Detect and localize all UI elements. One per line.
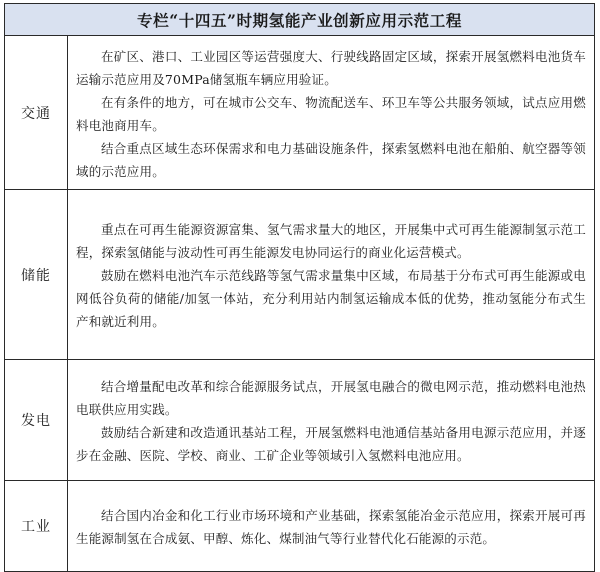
paragraph: 重点在可再生能源资源富集、氢气需求量大的地区，开展集中式可再生能源制氢示范工程，探索氢储能与波动性可再生能源发电协同运行的商业化运营模式。 — [76, 222, 586, 260]
table-title: 专栏“十四五”时期氢能产业创新应用示范工程 — [4, 3, 595, 36]
paragraph: 结合增量配电改革和综合能源服务试点，开展氢电融合的微电网示范，推动燃料电池热电联供应用实践。 — [76, 379, 586, 417]
demonstration-table — [4, 35, 595, 572]
paragraph: 鼓励在燃料电池汽车示范线路等氢气需求量集中区域，布局基于分布式可再生能源或电网低谷负荷的储能/加氢一体站，充分利用站内制氢运输成本低的优势，推动氢能分布式生产和就近利用。 — [76, 268, 586, 329]
content-cell-storage — [68, 190, 595, 360]
content-cell-transport — [68, 36, 595, 190]
paragraph: 结合国内冶金和化工行业市场环境和产业基础，探索氢能冶金示范应用，探索开展可再生能源制氢在合成氨、甲醇、炼化、煤制油气等行业替代化石能源的示范。 — [76, 508, 586, 546]
table-row-transport — [5, 36, 595, 190]
table-row-industry — [5, 481, 595, 572]
table-row-storage — [5, 190, 595, 360]
content-cell-power — [68, 360, 595, 481]
table-row-power — [5, 360, 595, 481]
paragraph: 在矿区、港口、工业园区等运营强度大、行驶线路固定区域，探索开展氢燃料电池货车运输示范应用及70MPa储氢瓶车辆应用验证。 — [76, 48, 586, 87]
category-cell-storage: 储能 — [5, 190, 68, 360]
category-cell-power: 发电 — [5, 360, 68, 481]
category-cell-transport: 交通 — [5, 36, 68, 190]
category-cell-industry: 工业 — [5, 481, 68, 572]
content-cell-industry — [68, 481, 595, 572]
paragraph: 鼓励结合新建和改造通讯基站工程，开展氢燃料电池通信基站备用电源示范应用，并逐步在金融、医院、学校、商业、工矿企业等领域引入氢燃料电池应用。 — [76, 425, 586, 463]
paragraph: 在有条件的地方，可在城市公交车、物流配送车、环卫车等公共服务领域，试点应用燃料电池商用车。 — [76, 94, 586, 133]
paragraph: 结合重点区域生态环保需求和电力基础设施条件，探索氢燃料电池在船舶、航空器等领域的示范应用。 — [76, 140, 586, 179]
